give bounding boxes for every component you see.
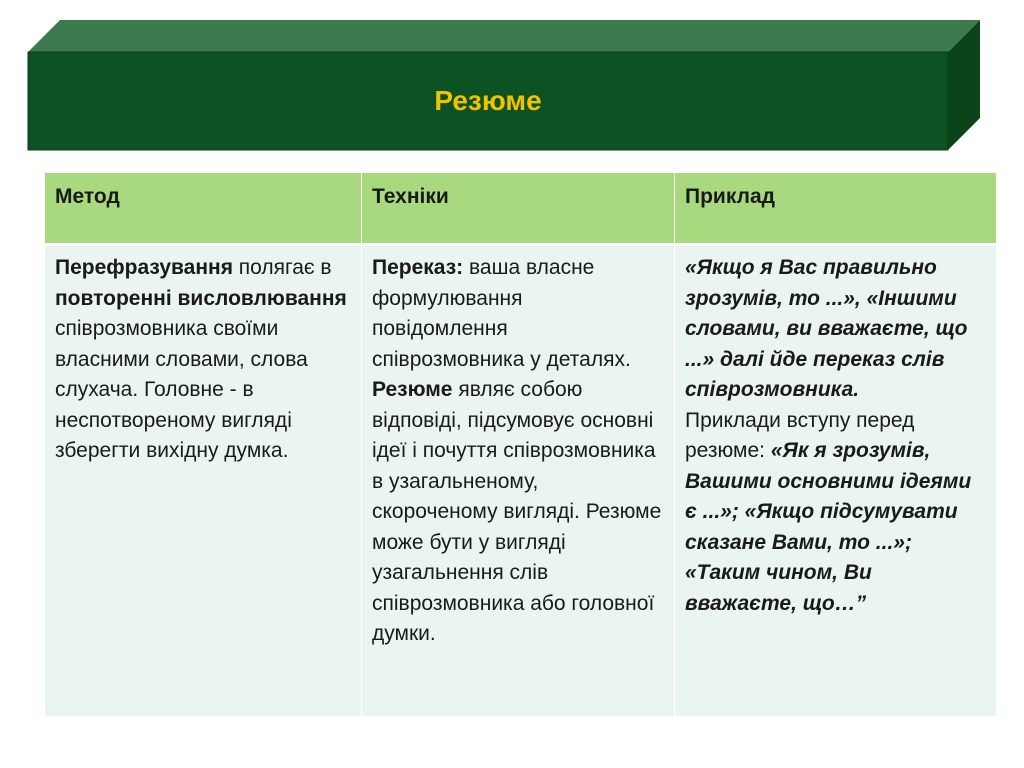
method-cell [45, 245, 362, 717]
method-emphasis: повторенні висловлювання [55, 286, 347, 310]
resume-table [44, 172, 997, 717]
header-method: Метод [45, 173, 362, 245]
table-row [45, 245, 997, 717]
banner-top-face [28, 20, 980, 52]
technique-summary-text: являє собою відповіді, підсумовує основні ідеї і почуття співрозмовника в узагальненому, скороченому вигляді. Резюме може бути у вигляді узагальнення слів співрозмовника або головної думки. [372, 378, 662, 645]
method-text-1: полягає в [232, 256, 332, 279]
technique-summary-term: Резюме [372, 378, 453, 401]
table-header-row [45, 173, 997, 245]
header-techniques: Техніки [362, 173, 675, 245]
example-cell [675, 245, 997, 717]
method-text-2: співрозмовника своїми власними словами, слова слухача. Головне - в неспотвореному вигляді зберегти вихідну думка. [55, 317, 308, 462]
header-example: Приклад [675, 173, 997, 245]
technique-retelling-term: Переказ: [372, 256, 464, 279]
technique-retelling-text: ваша власне формулювання повідомлення співрозмовника у деталях. [372, 256, 631, 371]
example-quote-2: «Як я зрозумів, Вашими основними ідеями є ...»; «Якщо підсумувати сказане Вами, то ...»; «Таким чином, Ви вважаєте, що…” [685, 439, 972, 615]
slide-title: Резюме [434, 85, 542, 116]
example-intro: Приклади вступу перед резюме: [685, 408, 915, 462]
example-quote-1: «Якщо я Вас правильно зрозумів, то ...», «Іншими словами, ви вважаєте, що ...» далі йде переказ слів співрозмовника. [685, 256, 968, 401]
method-term: Перефразування [55, 256, 233, 279]
techniques-cell [362, 245, 675, 717]
